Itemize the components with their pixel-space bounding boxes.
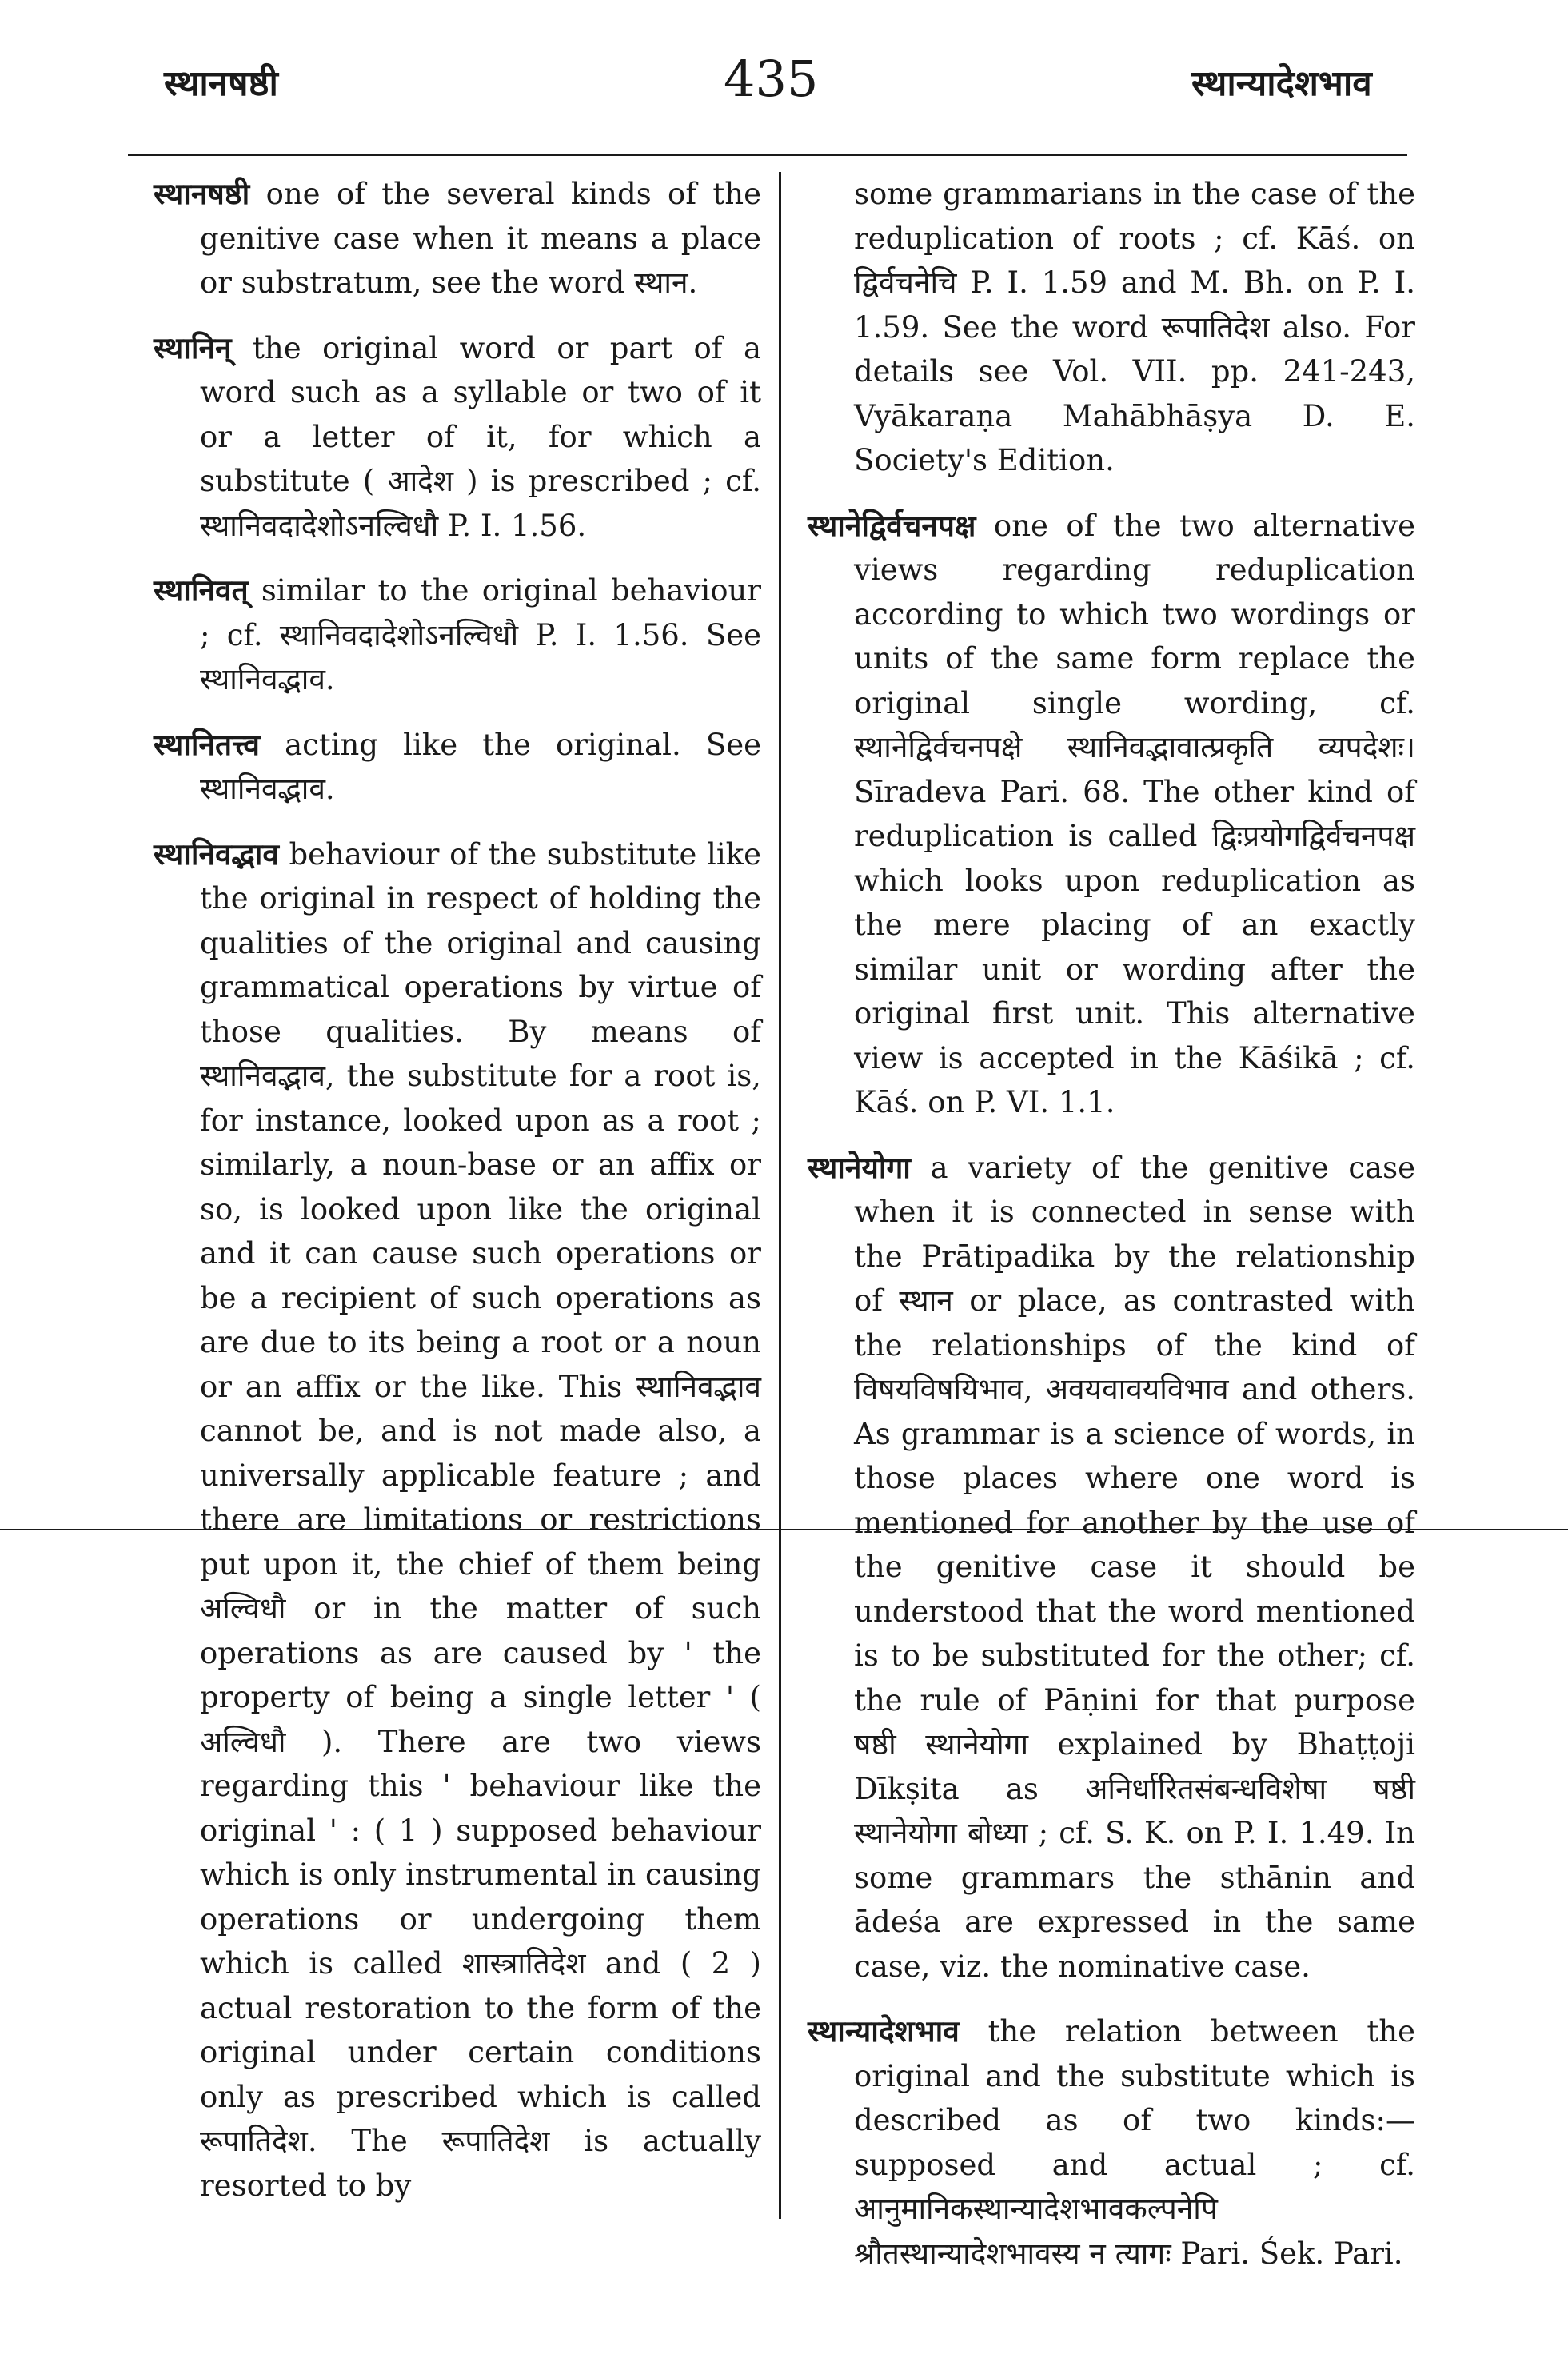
entry-continuation: some grammarians in the case of the reduplication of roots ; cf. Kāś. on द्विर्वचनेचि P. I. 1.59 and M. Bh. on P. I. 1.59. See the word रूपातिदेश also. For details see Vol. VII. pp. 241-243, Vyākaraṇa Mahābhāṣya D. E. Society's Edition. bbox=[854, 177, 1415, 477]
entry-sthanivat bbox=[154, 569, 761, 702]
entry-headword: स्थानिन् bbox=[154, 329, 232, 365]
entry-definition: the original word or part of a word such as a syllable or two of it or a letter of it, for which a substitute ( आदेश ) is prescribed ; cf. स्थानिवदादेशोऽनल्विधौ P. I. 1.56. bbox=[200, 330, 762, 543]
left-column bbox=[154, 172, 761, 2228]
entry-headword: स्थानिवत् bbox=[154, 573, 249, 608]
entry-definition: similar to the original behaviour ; cf. स्थानिवदादेशोऽनल्विधौ P. I. 1.56. See स्थानिवद्भाव. bbox=[200, 573, 761, 696]
entry-definition: the relation between the original and the substitute which is described as of two kinds:— supposed and actual ; cf. आनुमानिकस्थान्यादेशभावकल्पनेपि श्रौतस्थान्यादेशभावस्य न त्यागः Pari. Śek. Pari. bbox=[854, 2014, 1416, 2271]
column-divider bbox=[779, 172, 781, 2219]
entry-headword: स्थानेयोगा bbox=[808, 1149, 911, 1185]
entry-headword: स्थान्यादेशभाव bbox=[808, 2013, 960, 2049]
entry-sthanyadesabhava bbox=[808, 2009, 1415, 2276]
entry-definition: behaviour of the substitute like the original in respect of holding the qualities of the original and causing grammatical operations by virtue of those qualities. By means of स्थानिवद्भाव, the substitute for a root is, for instance, looked upon as a root ; similarly, a noun-base or an affix or so, is looked upon like the original and it can cause such operations or be a recipient of such operations as are due to its being a root or a noun or an affix or the like. This स्थानिवद्भाव cannot be, and is not made also, a universally applicable feature ; and there are limitations or restrictions put upon it, the chief of them being अल्विधौ or in the matter of such operations as are caused by ' the property of being a single letter ' ( अल्विधौ ). There are two views regarding this ' behaviour like the original ' : ( 1 ) supposed behaviour which is only instrumental in causing operations or undergoing them which is called शास्त्रातिदेश and ( 2 ) actual restoration to the form of the original under certain conditions only as prescribed which is called रूपातिदेश. The रूपातिदेश is actually resorted to by bbox=[200, 836, 761, 2203]
entry-sthanedvirvacanapaksa bbox=[808, 504, 1415, 1125]
right-column bbox=[808, 172, 1415, 2296]
entry-sthanitattva bbox=[154, 723, 761, 812]
entry-sthanasasthi bbox=[154, 172, 761, 305]
entry-headword: स्थानिवद्भाव bbox=[154, 836, 279, 872]
header-rule bbox=[128, 154, 1407, 156]
entry-definition: acting like the original. See स्थानिवद्भाव. bbox=[200, 727, 761, 806]
entry-sthanivadbhava bbox=[154, 832, 761, 2208]
entry-headword: स्थानषष्ठी bbox=[154, 176, 250, 211]
entry-definition: a variety of the genitive case when it is connected in sense with the Prātipadika by the relationship of स्थान or place, as contrasted with the relationships of the kind of विषयविषयिभाव, अवयवावयविभाव and others. As grammar is a science of words, in those places where one word is mentioned for another by the use of the genitive case it should be understood that the word mentioned is to be substituted for the other; cf. the rule of Pāṇini for that purpose षष्ठी स्थानेयोगा explained by Bhaṭṭoji Dīkṣita as अनिर्धारितसंबन्धविशेषा षष्ठी स्थानेयोगा बोध्या ; cf. S. K. on P. I. 1.49. In some grammars the sthānin and ādeśa are expressed in the same case, viz. the nominative case. bbox=[854, 1150, 1415, 1984]
entry-headword: स्थानेद्विर्वचनपक्ष bbox=[808, 507, 976, 543]
running-head-left: स्थानषष्ठी bbox=[164, 63, 278, 104]
entry-sthanin bbox=[154, 326, 761, 549]
entry-sthaneyoga bbox=[808, 1146, 1415, 1989]
entry-definition: one of the two alternative views regarding reduplication according to which two wordings or units of the same form replace the original single wording, cf. स्थानेद्विर्वचनपक्षे स्थानिवद्भावात्प्रकृति व्यपदेशः। Sīradeva Pari. 68. The other kind of reduplication is called द्विःप्रयोगद्विर्वचनपक्ष which looks upon reduplication as the mere placing of an exactly similar unit or wording after the original first unit. This alternative view is accepted in the Kāśikā ; cf. Kāś. on P. VI. 1.1. bbox=[854, 508, 1415, 1119]
entry-headword: स्थानितत्त्व bbox=[154, 726, 260, 762]
page-number: 435 bbox=[724, 50, 819, 108]
running-head-right: स्थान्यादेशभाव bbox=[1191, 63, 1372, 104]
entry-definition: one of the several kinds of the genitive case when it means a place or substratum, see the word स्थान. bbox=[200, 177, 762, 300]
